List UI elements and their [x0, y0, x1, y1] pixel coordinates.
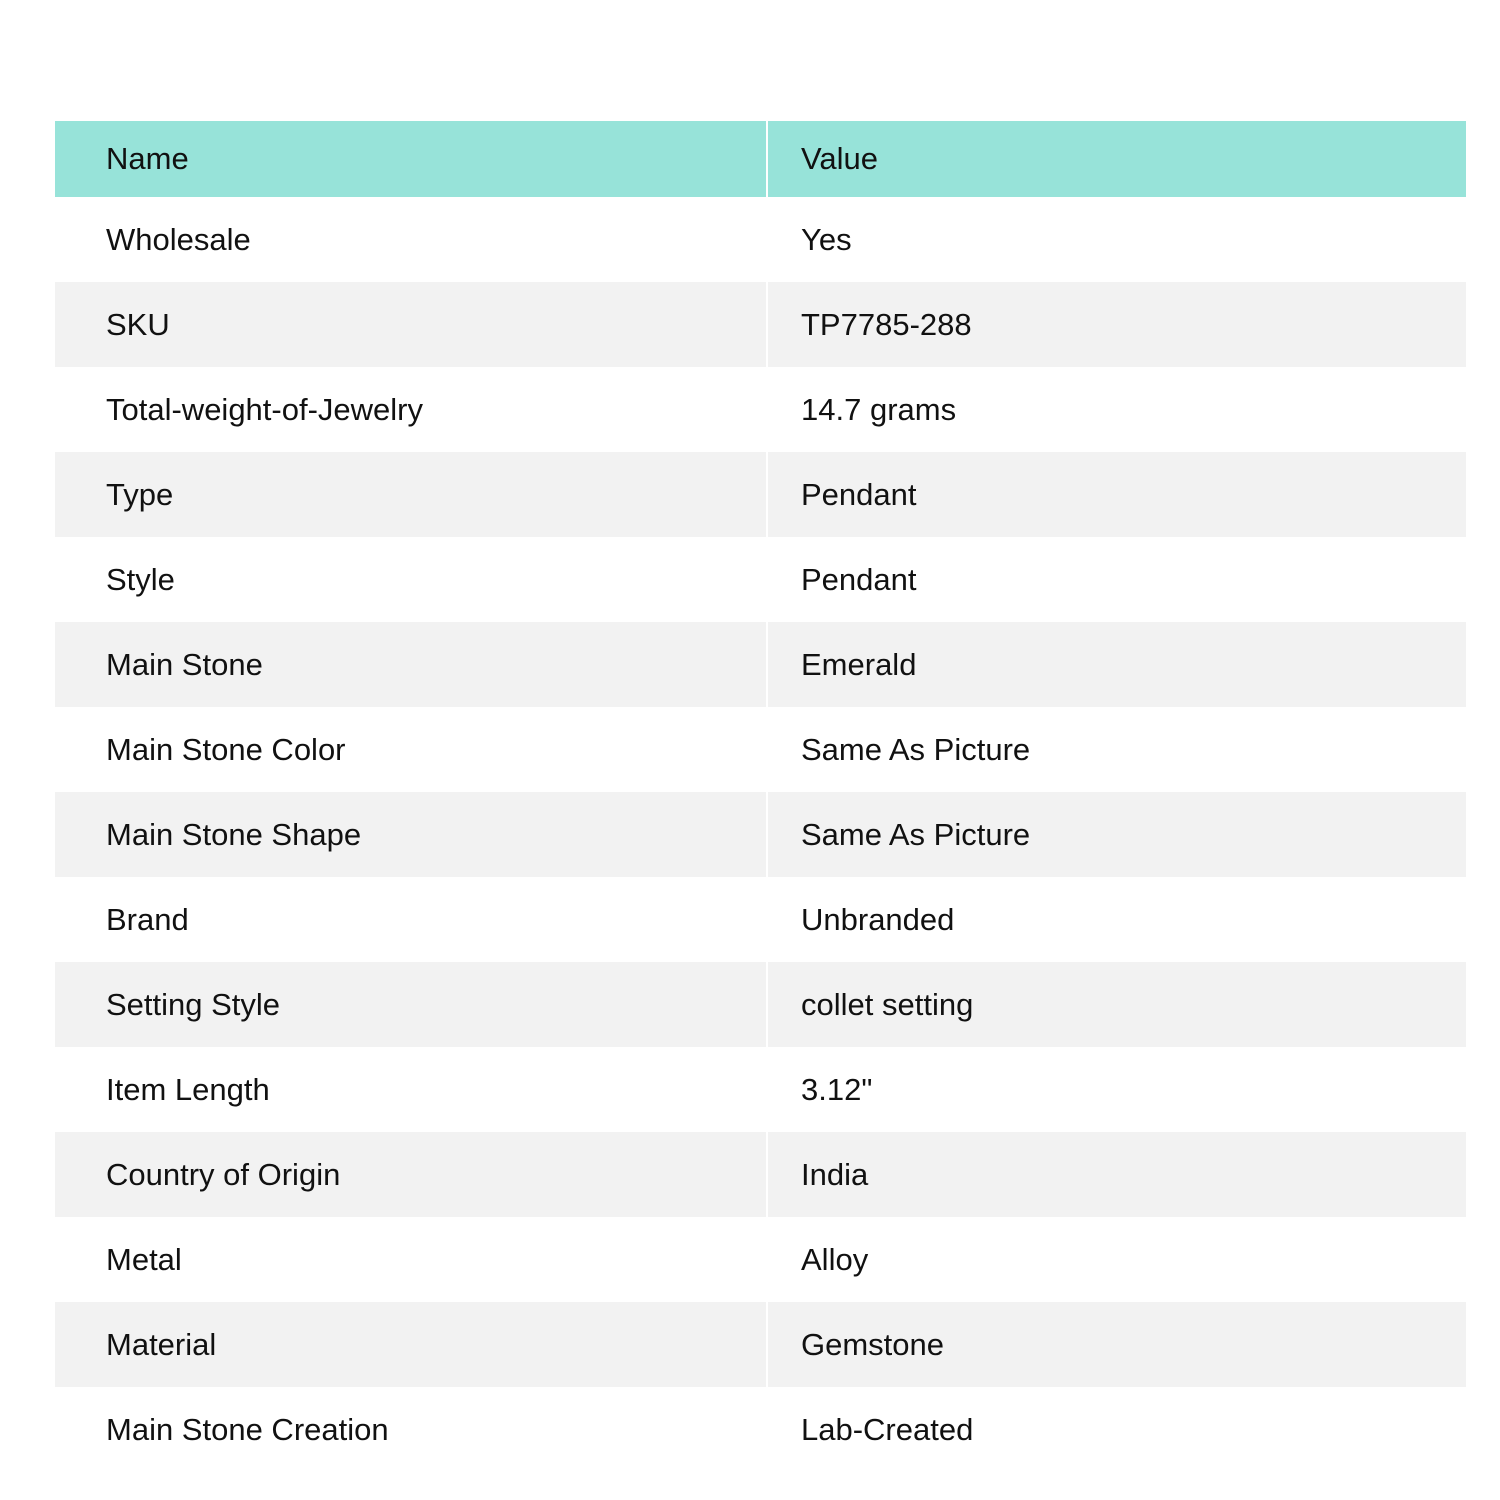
row-name-cell: Style: [55, 537, 766, 622]
header-value: Value: [768, 121, 1466, 197]
row-value-cell: Emerald: [768, 622, 1466, 707]
row-value-cell: Pendant: [768, 452, 1466, 537]
row-value-cell: Same As Picture: [768, 707, 1466, 792]
table-row: [55, 707, 1466, 792]
row-name-cell: Item Length: [55, 1047, 766, 1132]
row-name-cell: Brand: [55, 877, 766, 962]
table-row: [55, 1132, 1466, 1217]
row-name-cell: Main Stone: [55, 622, 766, 707]
spec-table: [55, 121, 1466, 1472]
row-name-cell: Setting Style: [55, 962, 766, 1047]
row-name-cell: Main Stone Color: [55, 707, 766, 792]
row-value-cell: collet setting: [768, 962, 1466, 1047]
table-row: [55, 537, 1466, 622]
table-row: [55, 1387, 1466, 1472]
table-row: [55, 622, 1466, 707]
row-value-cell: Alloy: [768, 1217, 1466, 1302]
table-body: [55, 197, 1466, 1472]
table-row: [55, 197, 1466, 282]
row-value-cell: India: [768, 1132, 1466, 1217]
table-row: [55, 367, 1466, 452]
row-value-cell: Same As Picture: [768, 792, 1466, 877]
table-row: [55, 792, 1466, 877]
table-row: [55, 962, 1466, 1047]
row-name-cell: Type: [55, 452, 766, 537]
table-row: [55, 452, 1466, 537]
table-row: [55, 282, 1466, 367]
header-name: Name: [55, 121, 766, 197]
row-value-cell: Gemstone: [768, 1302, 1466, 1387]
row-value-cell: Yes: [768, 197, 1466, 282]
table-row: [55, 1047, 1466, 1132]
row-name-cell: Metal: [55, 1217, 766, 1302]
row-name-cell: Country of Origin: [55, 1132, 766, 1217]
row-value-cell: Unbranded: [768, 877, 1466, 962]
table-row: [55, 1217, 1466, 1302]
table-header-row: [55, 121, 1466, 197]
row-value-cell: Pendant: [768, 537, 1466, 622]
row-value-cell: Lab-Created: [768, 1387, 1466, 1472]
row-name-cell: Main Stone Creation: [55, 1387, 766, 1472]
row-value-cell: 3.12": [768, 1047, 1466, 1132]
row-name-cell: SKU: [55, 282, 766, 367]
row-name-cell: Main Stone Shape: [55, 792, 766, 877]
row-name-cell: Material: [55, 1302, 766, 1387]
row-value-cell: 14.7 grams: [768, 367, 1466, 452]
row-value-cell: TP7785-288: [768, 282, 1466, 367]
row-name-cell: Total-weight-of-Jewelry: [55, 367, 766, 452]
row-name-cell: Wholesale: [55, 197, 766, 282]
table-row: [55, 1302, 1466, 1387]
table-row: [55, 877, 1466, 962]
